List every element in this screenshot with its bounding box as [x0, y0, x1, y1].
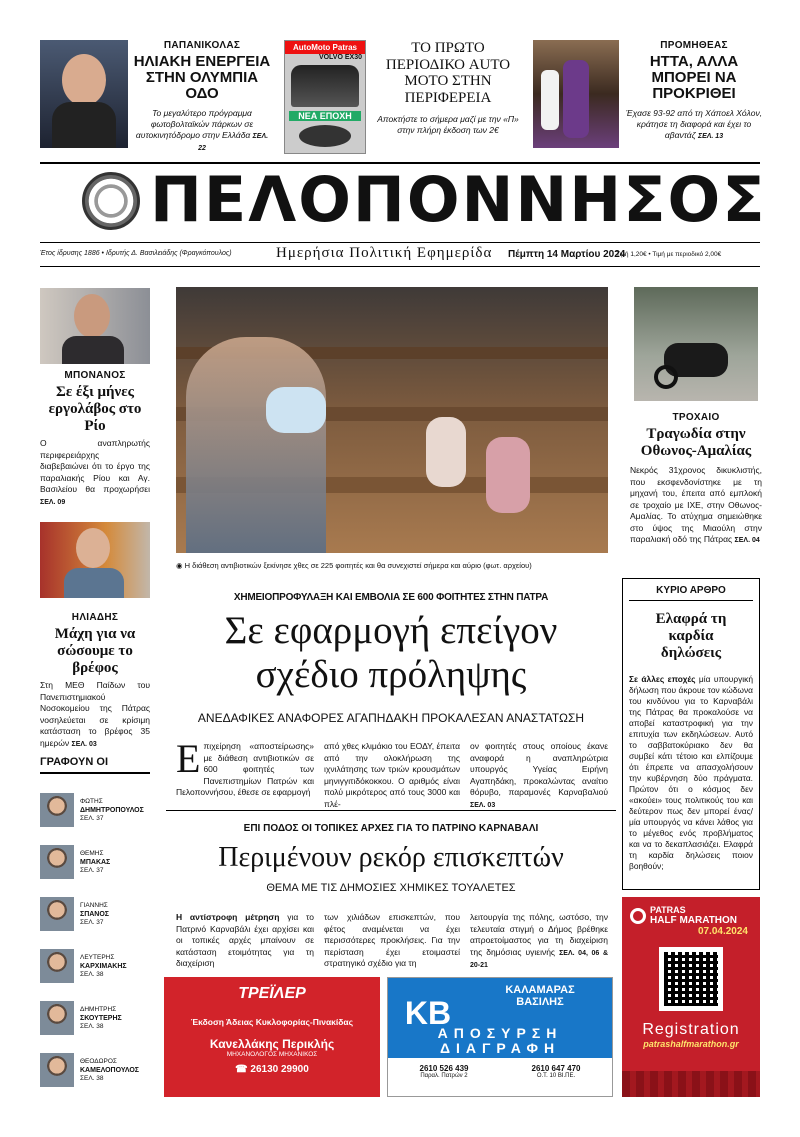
top-right-kicker: ΠΡΟΜΗΘΕΑΣ — [660, 40, 728, 51]
second-page: ΣΕΛ. 04, 06 & 20-21 — [470, 949, 608, 969]
writer-page: ΣΕΛ. 37 — [80, 918, 104, 926]
second-story[interactable] — [166, 823, 616, 894]
motorbike-image — [299, 125, 351, 147]
writer-page: ΣΕΛ. 38 — [80, 970, 104, 978]
main-col3: ον φοιτητές στους οποίους έκανε αναφορά η αναπληρώτρια υπουργός Υγείας Ειρήνη Αγαπηδάκη, προκαλώντας αναίτιο θόρυβο, παραμονές Καρναβαλιού — [470, 741, 608, 797]
main-dropcap: Ε — [176, 736, 201, 781]
editorial-label: ΚΥΡΙΟ ΑΡΘΡΟ — [629, 585, 753, 601]
kalamaras-phone2[interactable]: 2610 647 470 — [531, 1064, 581, 1073]
right-story1-photo — [634, 287, 758, 401]
masthead-under-rule — [40, 266, 760, 267]
writer-last-name: ΣΠΑΝΟΣ — [80, 910, 110, 918]
writer-photo — [40, 845, 74, 879]
kalamaras-name1: ΚΑΛΑΜΑΡΑΣ — [505, 984, 575, 996]
magazine-logo: AutoMoto Patras — [285, 41, 365, 54]
trailer-title: ΤΡΕΪΛΕΡ — [238, 985, 306, 1002]
masthead-bottom-rule — [40, 242, 760, 243]
main-subhead: ΑΝΕΔΑΦΙΚΕΣ ΑΝΑΦΟΡΕΣ ΑΓΑΠΗΔΑΚΗ ΠΡΟΚΑΛΕΣΑΝ ΑΝΑΣΤΑΤΩΣΗ — [197, 711, 585, 725]
writer-last-name: ΣΚΟΥΤΕΡΗΣ — [80, 1014, 122, 1022]
top-center-headline: ΤΟ ΠΡΩΤΟ ΠΕΡΙΟΔΙΚΟ AUTO MOTO ΣΤΗΝ ΠΕΡΙΦΕΡΕΙΑ — [385, 40, 511, 106]
second-kicker: ΕΠΙ ΠΟΔΟΣ ΟΙ ΤΟΠΙΚΕΣ ΑΡΧΕΣ ΓΙΑ ΤΟ ΠΑΤΡΙΝΟ ΚΑΡΝΑΒΑΛΙ — [243, 823, 539, 834]
writer-last-name: ΔΗΜΗΤΡΟΠΟΥΛΟΣ — [80, 806, 144, 814]
kalamaras-phone1[interactable]: 2610 526 439 — [419, 1064, 469, 1073]
writer-first-name: ΘΕΟΔΩΡΟΣ — [80, 1057, 117, 1065]
top-right-story[interactable] — [624, 40, 764, 142]
top-left-page: ΣΕΛ. 22 — [198, 133, 269, 152]
main-caption-text: Η διάθεση αντιβιοτικών ξεκίνησε χθες σε 225 φοιτητές και θα συνεχιστεί σήμερα και αύριο (φωτ. αρχείου) — [184, 561, 532, 570]
left-story1[interactable] — [40, 370, 150, 508]
second-headline: Περιμένουν ρεκόρ επισκεπτών — [218, 842, 564, 873]
writer-last-name: ΜΠΑΚΑΣ — [80, 858, 111, 866]
left-story2-photo — [40, 522, 150, 598]
writer-item[interactable] — [40, 836, 150, 888]
writer-first-name: ΓΙΑΝΝΗΣ — [80, 901, 108, 909]
main-col1: πιχείρηση «αποστείρωσης» με διάθεση αντιβιοτικών σε 600 φοιτητές των Πανεπιστημίων Πατρών και Πελοποννήσου, έθεσε σε εφαρμογή — [176, 741, 314, 797]
top-right-page: ΣΕΛ. 13 — [697, 133, 724, 140]
left-story1-photo — [40, 288, 150, 364]
masthead-logo-icon — [82, 172, 140, 230]
kalamaras-line2: ΔΙΑΓΡΑΦΗ — [439, 1040, 561, 1056]
second-col2: των χιλιάδων επισκεπτών, που φέτος αναμένεται να έχει περισσότερες προκλήσεις. Για την περίσταση έχει ετοιμαστεί στρατηγικό σχέδιο για τη — [324, 912, 460, 968]
kalamaras-logo: KB — [388, 978, 468, 1048]
city-skyline-icon — [622, 1071, 760, 1097]
editorial-lead: Σε άλλες εποχές — [629, 674, 696, 684]
kalamaras-line1: ΑΠΟΣΥΡΣΗ — [437, 1025, 563, 1041]
writer-last-name: ΚΑΜΕΛΟΠΟΥΛΟΣ — [80, 1066, 140, 1074]
left-story2-page: ΣΕΛ. 03 — [71, 740, 97, 748]
writer-item[interactable] — [40, 940, 150, 992]
right-story1-page: ΣΕΛ. 04 — [734, 537, 760, 544]
writers-list — [40, 784, 150, 1096]
top-left-photo — [40, 40, 128, 148]
marathon-url[interactable]: patrashalfmarathon.gr — [643, 1039, 739, 1049]
main-page: ΣΕΛ. 03 — [470, 801, 496, 809]
writer-page: ΣΕΛ. 37 — [80, 866, 104, 874]
right-story1-headline: Τραγωδία στην Οθωνος-Αμαλίας — [640, 426, 752, 459]
masthead-date: Πέμπτη 14 Μαρτίου 2024 — [508, 249, 626, 260]
kalamaras-addr2: Ο.Τ. 10 ΒΙ.ΠΕ. — [536, 1073, 576, 1079]
top-right-photo — [533, 40, 619, 148]
top-left-headline: ΗΛΙΑΚΗ ΕΝΕΡΓΕΙΑ ΣΤΗΝ ΟΛΥΜΠΙΑ ΟΔΟ — [133, 53, 271, 102]
writer-first-name: ΦΩΤΗΣ — [80, 797, 103, 805]
main-story-body — [176, 736, 608, 811]
trailer-sub: Έκδοση Άδειας Κυκλοφορίας-Πινακίδας — [190, 1017, 354, 1027]
top-left-kicker: ΠΑΠΑΝΙΚΟΛΑΣ — [163, 40, 241, 51]
masthead-subtitle: Ημερήσια Πολιτική Εφημερίδα — [276, 245, 493, 261]
left-story2-headline: Μάχη για να σώσουμε το βρέφος — [54, 626, 136, 676]
top-right-headline: ΗΤΤΑ, ΑΛΛΑ ΜΠΟΡΕΙ ΝΑ ΠΡΟΚΡΙΘΕΙ — [649, 53, 739, 102]
main-story[interactable] — [166, 592, 616, 725]
writer-page: ΣΕΛ. 37 — [80, 814, 104, 822]
masthead-price: Τιμή 1,20€ • Τιμή με περιοδικό 2,00€ — [616, 251, 722, 258]
marathon-brand2: HALF MARATHON — [650, 915, 738, 926]
top-center-text: Αποκτήστε το σήμερα μαζί με την «Π» στην πλήρη έκδοση των 2€ — [377, 114, 519, 135]
left-story2-text: Στη ΜΕΘ Παίδων του Πανεπιστημιακού Νοσοκομείου της Πάτρας νοσηλεύεται σε κρίσιμη κατάσταση το βρέφος 35 ημερών — [40, 680, 150, 748]
writers-title: ΓΡΑΦΟΥΝ ΟΙ — [40, 756, 150, 774]
trailer-phone[interactable]: 26130 29900 — [250, 1064, 309, 1075]
kalamaras-ad[interactable] — [387, 977, 613, 1097]
phone-icon: ☎ — [235, 1064, 251, 1075]
writer-item[interactable] — [40, 888, 150, 940]
writer-photo — [40, 1001, 74, 1035]
marathon-date: 07.04.2024 — [697, 926, 748, 937]
magazine-cover-title: ΝΕΑ ΕΠΟΧΗ — [289, 111, 361, 121]
second-story-body — [176, 912, 608, 972]
marathon-brand1: PATRAS — [650, 905, 686, 915]
writer-photo — [40, 1053, 74, 1087]
main-col2: από χθες κλιμάκιο του ΕΟΔΥ, έπειτα από την ολοκλήρωση της ιχνιλάτησης των τριών κρουσμάτων μηνιγγιτιδόκοκκου. Ο αριθμός είναι πολύ μικρότερος από τους 3000 και πλέ- — [324, 741, 460, 809]
magazine-cover[interactable] — [284, 40, 366, 154]
trailer-role: ΜΗΧΑΝΟΛΟΓΟΣ ΜΗΧΑΝΙΚΟΣ — [226, 1051, 318, 1058]
top-center-story[interactable] — [374, 40, 522, 136]
writers-section — [40, 756, 150, 774]
writer-photo — [40, 897, 74, 931]
marathon-registration: Registration — [642, 1021, 740, 1038]
kalamaras-addr1: Παραλ. Πατρών 2 — [420, 1073, 468, 1079]
writer-item[interactable] — [40, 992, 150, 1044]
marathon-logo-icon — [630, 908, 646, 924]
right-story1-text: Νεκρός 31χρονος δικυκλιστής, που εκσφενδονίστηκε με τη μηχανή του, έπειτα από εμπλοκή σε τροχαίο με ΙΧΕ, στην Οθωνος-Αμαλίας. Το ατύχημα σημειώθηκε στο ύψος της Μιαούλη στην παραλιακή οδό της Πάτρας — [630, 465, 762, 544]
top-left-story[interactable] — [132, 40, 272, 154]
editorial-headline: Ελαφρά τη καρδία δηλώσεις — [655, 611, 727, 661]
writer-item[interactable] — [40, 784, 150, 836]
magazine-car-label: VOLVO EX30 — [318, 54, 362, 61]
second-col1: για το Πατρινό Καρναβάλι έχει αρχίσει και οι τοπικές αρχές μπαίνουν σε κατάσταση ετοιμότητας για τη διαχείριση — [176, 912, 314, 968]
second-subhead: ΘΕΜΑ ΜΕ ΤΙΣ ΔΗΜΟΣΙΕΣ ΧΗΜΙΚΕΣ ΤΟΥΑΛΕΤΕΣ — [266, 882, 516, 894]
top-left-text: Το μεγαλύτερο πρόγραμμα φωτοβολταϊκών πάρκων σε αυτοκινητόδρομο στην Ελλάδα — [135, 108, 254, 140]
camera-icon: ◉ — [176, 561, 185, 570]
main-kicker: ΧΗΜΕΙΟΠΡΟΦΥΛΑΞΗ ΚΑΙ ΕΜΒΟΛΙΑ ΣΕ 600 ΦΟΙΤΗΤΕΣ ΣΤΗΝ ΠΑΤΡΑ — [233, 592, 549, 603]
left-story2[interactable] — [40, 612, 150, 750]
left-story1-kicker: ΜΠΟΝΑΝΟΣ — [64, 370, 126, 381]
trailer-name: Κανελλάκης Περικλής — [209, 1037, 335, 1051]
second-story-rule — [166, 810, 616, 811]
qr-code-icon[interactable] — [659, 947, 723, 1011]
writer-photo — [40, 793, 74, 827]
main-headline: Σε εφαρμογή επείγον σχέδιο πρόληψης — [224, 609, 558, 696]
editorial-text: μία υπουργική δήλωση που άκρουε τον κώδωνα του κινδύνου για το Καρναβάλι της Πάτρας θα προκαλούσε να αποβεί καταστροφική για την επιτυχία των εκδηλώσεων. Αυτό το σαββατοκύριακο δεν θα συμβεί κάτι τέτοιο και ελπίζουμε ότι έπρεπε να απασχολήσουν την κυβέρνηση δύο πράγματα. Πρώτον ότι ο κόσμος δεν «ακούει» τους πολιτικούς του και δεύτερον πως δεν μπορεί ένας/μία υπουργός να κάνει λάθος για το μέγεθος ενός προβλήματος και να το δεκαπλασιάζει. Ελαφρά τη καρδία δηλώσεις ποιον βοηθούν; — [629, 674, 753, 871]
right-story1-kicker: ΤΡΟΧΑΙΟ — [672, 412, 720, 423]
marathon-ad[interactable] — [622, 897, 760, 1097]
masthead-title[interactable]: ΠΕΛΟΠΟΝΝΗΣΟΣ — [150, 163, 767, 236]
second-lead: Η αντίστροφη μέτρηση — [176, 912, 280, 922]
writer-last-name: ΚΑΡΧΙΜΑΚΗΣ — [80, 962, 127, 970]
masthead-founded: Έτος ίδρυσης 1886 • Ιδρυτής Δ. Βασιλειάδης (Φραγκόπουλος) — [40, 250, 232, 257]
left-story2-kicker: ΗΛΙΑΔΗΣ — [71, 612, 119, 623]
car-image — [291, 65, 359, 107]
kalamaras-name2: ΒΑΣΙΛΗΣ — [516, 996, 564, 1008]
writer-photo — [40, 949, 74, 983]
main-photo-caption — [176, 561, 608, 570]
top-right-text: Έχασε 93-92 από τη Χάποελ Χόλον, κράτησε τη διαφορά και έχει το αβαντάζ — [625, 108, 763, 140]
writer-first-name: ΛΕΥΤΕΡΗΣ — [80, 953, 115, 961]
right-story1[interactable] — [630, 412, 762, 547]
writer-page: ΣΕΛ. 38 — [80, 1022, 104, 1030]
writer-page: ΣΕΛ. 38 — [80, 1074, 104, 1082]
trailer-ad[interactable] — [164, 977, 380, 1097]
writer-first-name: ΘΕΜΗΣ — [80, 849, 104, 857]
left-story1-headline: Σε έξι μήνες εργολάβος στο Ρίο — [48, 384, 142, 434]
editorial-box[interactable] — [622, 578, 760, 890]
left-story1-page: ΣΕΛ. 09 — [40, 498, 66, 506]
writer-first-name: ΔΗΜΗΤΡΗΣ — [80, 1005, 117, 1013]
left-story1-text: Ο αναπληρωτής περιφερειάρχης διαβεβαιώνει ότι το έργο της παραλιακής Ρίου και Αγ. Βασιλείου θα προχωρήσει — [40, 438, 150, 494]
second-col3: λειτουργία της πόλης, ωστόσο, την τελευταία στιγμή ο Δήμος βρέθηκε απροετοίμαστος για τη διαχείριση της δημόσιας υγιεινής — [470, 912, 608, 957]
writer-item[interactable] — [40, 1044, 150, 1096]
main-photo — [176, 287, 608, 553]
